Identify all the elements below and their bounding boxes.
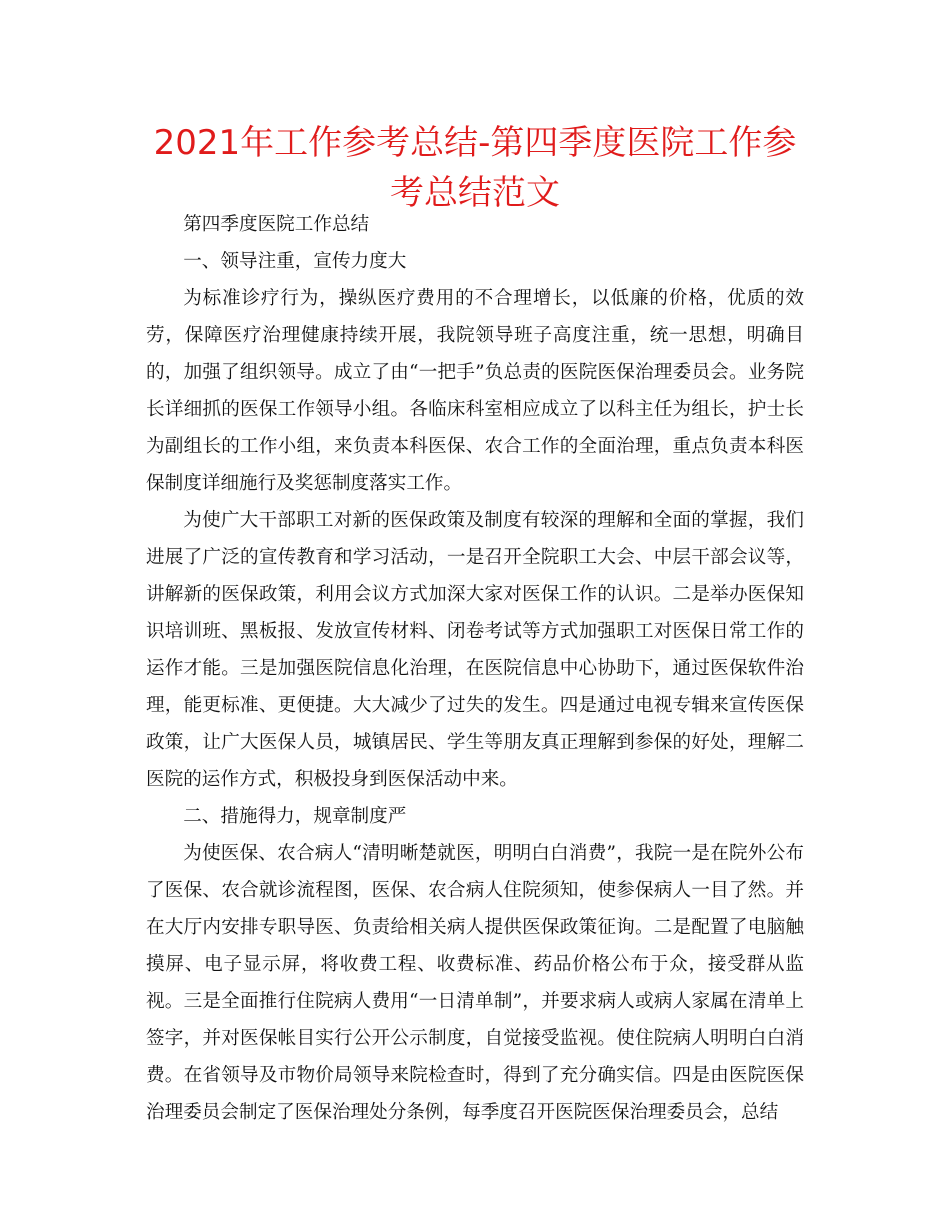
- body-paragraph: 为使医保、农合病人“清明晰楚就医，明明白白消费”，我院一是在院外公布了医保、农合就诊流程图，医保、农合病人住院须知，使参保病人一目了然。并在大厅内安排专职导医、负责给相关病人提供医保政策征询。二是配置了电脑触摸屏、电子显示屏，将收费工程、收费标准、药品价格公布于众，接受群从监视。三是全面推行住院病人费用“一日清单制”，并要求病人或病人家属在清单上签字，并对医保帐目实行公开公示制度，自觉接受监视。使住院病人明明白白消费。在省领导及市物价局领导来院检查时，得到了充分确实信。四是由医院医保治理委员会制定了医保治理处分条例，每季度召开医院医保治理委员会，总结: [146, 843, 804, 1123]
- subsection-heading: 一、领导注重，宣传力度大: [183, 251, 407, 272]
- section-heading: 第四季度医院工作总结: [183, 214, 370, 235]
- subsection-heading: 二、措施得力，规章制度严: [183, 806, 407, 827]
- body-paragraph: 为标准诊疗行为，操纵医疗费用的不合理增长，以低廉的价格，优质的效劳，保障医疗治理健康持续开展，我院领导班子高度注重，统一思想，明确目的，加强了组织领导。成立了由“一把手”负总责的医院医保治理委员会。业务院长详细抓的医保工作领导小组。各临床科室相应成立了以科主任为组长，护士长为副组长的工作小组，来负责本科医保、农合工作的全面治理，重点负责本科医保制度详细施行及奖惩制度落实工作。: [146, 288, 804, 494]
- document-title: 2021年工作参考总结-第四季度医院工作参考总结范文: [153, 123, 797, 213]
- body-paragraph: 为使广大干部职工对新的医保政策及制度有较深的理解和全面的掌握，我们进展了广泛的宣传教育和学习活动，一是召开全院职工大会、中层干部会议等，讲解新的医保政策，利用会议方式加深大家对医保工作的认识。二是举办医保知识培训班、黑板报、发放宣传材料、闭卷考试等方式加强职工对医保日常工作的运作才能。三是加强医院信息化治理，在医院信息中心协助下，通过医保软件治理，能更标准、更便捷。大大减少了过失的发生。四是通过电视专辑来宣传医保政策，让广大医保人员，城镇居民、学生等朋友真正理解到参保的好处，理解二医院的运作方式，积极投身到医保活动中来。: [146, 510, 804, 790]
- document-body: [146, 206, 804, 1131]
